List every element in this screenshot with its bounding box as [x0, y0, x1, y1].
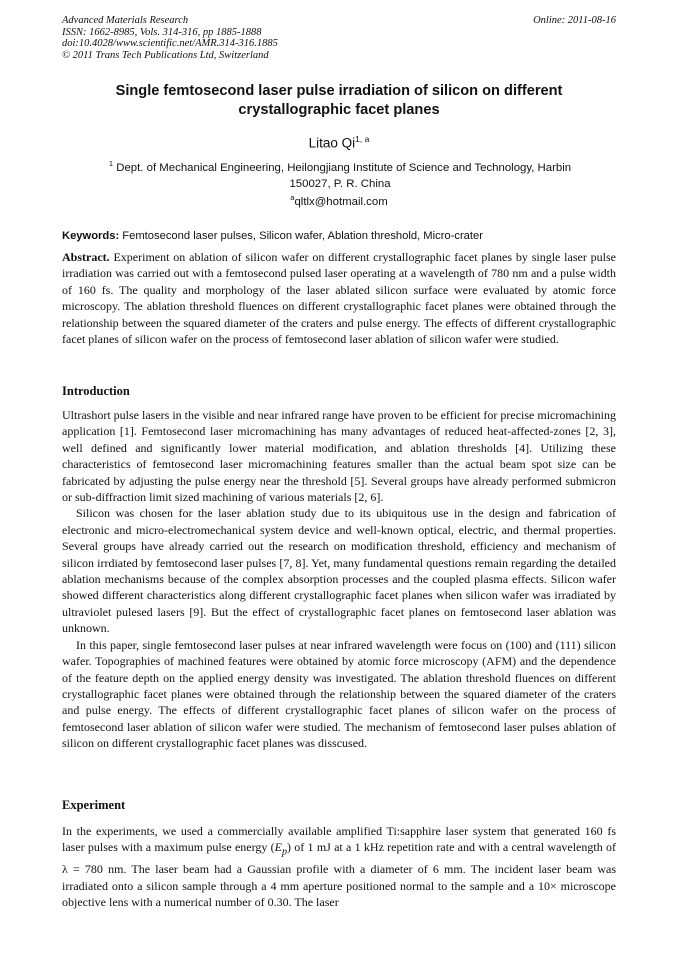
- keywords: [62, 230, 616, 242]
- introduction-body: [62, 407, 616, 752]
- experiment-text-b: ) of 1 mJ at a 1 kHz repetition rate and with a central wavelength of λ = 780 nm. The laser beam had a Gaussian profile with a diameter of 6 mm. The incident laser beam was irradiated onto a silicon sample through a 4 mm aperture positioned normal to the sample and a 10× microscope objective lens with a numerical number of 0.30. The laser: [62, 840, 616, 910]
- intro-paragraph-1: Ultrashort pulse lasers in the visible and near infrared range have proven to be efficient for precise micromachining application [1]. Femtosecond laser micromachining has many advantages of reduced heat-affected-zones [2, 3], well defined and significantly lower material modification, and ablation thresholds [4]. Utilizing these characteristics of femtosecond laser micromachining features smaller than the actual beam spot size can be fabricated by adjusting the pulse energy near the threshold [5]. Several groups have already performed submicron or sub-diffraction limit sized machining of various materials [2, 6].: [62, 408, 616, 505]
- title-line-2: crystallographic facet planes: [238, 102, 440, 118]
- experiment-paragraph-1: [62, 823, 616, 910]
- journal-header: [62, 15, 616, 61]
- email-superscript: a: [290, 193, 295, 202]
- author-email: [62, 193, 616, 208]
- abstract-label: Abstract.: [62, 250, 110, 264]
- abstract: [62, 249, 616, 347]
- experiment-body: [62, 823, 616, 910]
- author-name: Litao Qi: [308, 135, 356, 151]
- abstract-text: Experiment on ablation of silicon wafer on different crystallographic facet planes by single laser pulse irradiation was carried out with a femtosecond pulsed laser operating at a wavelength of 780 nm and a pulse width of 160 fs. The quality and morphology of the laser ablated silicon surface were evaluated by atomic force microscopy. The ablation threshold fluences on different crystallographic facet planes were obtained through the relationship between the squared diameter of the craters and pulse energy. The effects of different crystallographic facet planes of silicon wafer on the process of femtosecond laser ablation of silicon wafer were studied.: [62, 250, 616, 347]
- title-line-1: Single femtosecond laser pulse irradiation of silicon on different: [115, 83, 563, 99]
- introduction-heading: Introduction: [62, 384, 130, 398]
- affiliation: [70, 156, 610, 193]
- journal-doi: doi:10.4028/www.scientific.net/AMR.314-316.1885: [62, 38, 278, 50]
- email-address: qltlx@hotmail.com: [294, 195, 388, 208]
- author-superscript: 1, a: [355, 134, 370, 144]
- intro-paragraph-3: In this paper, single femtosecond laser pulses at near infrared wavelength were focus on (100) and (111) silicon wafer. Topographies of machined features were obtained by atomic force microscopy (AFM) and the dependence of the feature depth on the applied energy density was investigated. The ablation threshold fluences on different crystallographic facet planes were obtained through the relationship between the squared diameter of the craters and pulse energy. The effects of different crystallographic facet planes of silicon wafer on the process of femtosecond laser ablation of silicon wafer were studied. The mechanism of femtosecond laser pulses ablation of silicon on different crystallographic facet planes was disscused.: [62, 637, 616, 751]
- experiment-heading: Experiment: [62, 798, 126, 812]
- journal-copyright: © 2011 Trans Tech Publications Ltd, Switzerland: [62, 49, 269, 61]
- keywords-text: Femtosecond laser pulses, Silicon wafer, Ablation threshold, Micro-crater: [119, 230, 483, 242]
- experiment-text-a: In the experiments, we used a commercially available amplified Ti:sapphire laser system that generated 160 fs laser pulses with a maximum pulse energy (: [62, 824, 616, 855]
- journal-issn: ISSN: 1662-8985, Vols. 314-316, pp 1885-1888: [62, 26, 262, 38]
- intro-paragraph-2: Silicon was chosen for the laser ablation study due to its ubiquitous use in the design and fabrication of electronic and micro-electromechanical system device and well-known optical, electric, and thermal properties. Several groups have already carried out the research on modification threshold, efficiency and mechanism of silicon irrdiated by femtosecond laser pulses [7, 8]. Yet, many fundamental questions remain regarding the detailed ablation mechanisms because of the complex absorption processes and the coupled plasma effects. Silicon wafer showed different characteristics along different crystallographic facet planes when silicon wafer was irradiated by ultraviolet pulesed lasers [9]. But the effect of crystallographic facet planes on femtosecond laser ablation was unknown.: [62, 506, 616, 636]
- keywords-label: Keywords:: [62, 230, 120, 242]
- paper-title: [62, 82, 616, 120]
- author: [62, 134, 616, 151]
- pulse-energy-symbol: E: [274, 840, 282, 855]
- journal-name: Advanced Materials Research: [62, 15, 189, 26]
- affiliation-superscript: 1: [108, 159, 114, 168]
- pulse-energy-subscript: p: [282, 846, 287, 858]
- affiliation-line-1: Dept. of Mechanical Engineering, Heilongjiang Institute of Science and Technology, Harbin: [113, 161, 572, 174]
- online-date: Online: 2011-08-16: [533, 15, 616, 26]
- affiliation-line-2: 150027, P. R. China: [289, 178, 391, 191]
